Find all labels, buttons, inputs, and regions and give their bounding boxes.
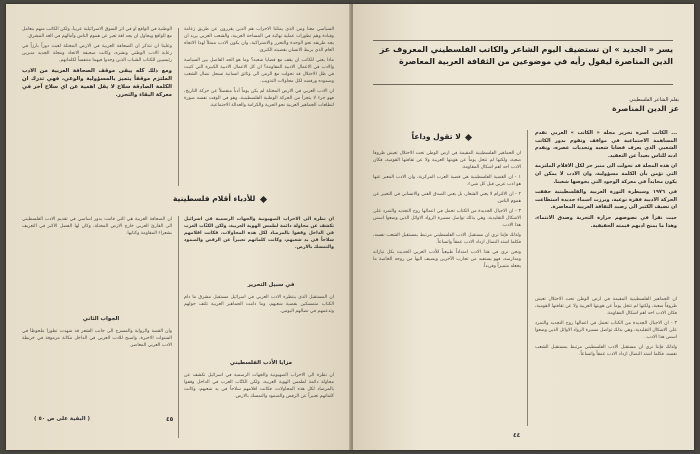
left-page [6,4,351,450]
section-heading: للأدباء أقلام فلسطينية [156,194,286,203]
paragraph: ٣ - ان الاجيال الجديدة من الكتاب تحمل في اعمالها روح التجديد والتمرد على الاشكال التقليدية، وهي بذلك تواصل مسيرة الرواد الاوائل الذين وضعوا اسس هذا الادب. [373,209,521,228]
paragraph: حيث نقرأ في نصوصهم حرارة التجربة وصدق الانتماء، وهذا ما يمنح ادبهم قيمته الحقيقية. [535,214,677,229]
right-page-left-column [373,150,521,426]
continued-note: ( البقية على ص ٥٠ ) [34,416,91,422]
paragraph: ان الجماهير الفلسطينية المقيمة في ارض الوطن تحت الاحتلال تعيش ظروفاً صعبة، ولكنها لم تتخل يوماً عن هويتها العربية ولا عن ثقافتها القومية، فكان الادب احد اهم اشكال المقاومة. [373,151,521,170]
byline-name: عز الدين المناصرة [612,104,679,113]
paragraph: وعلينا ان نتذكر ان الصحافة العربية في الارض المحتلة لعبت دوراً بارزاً في رعاية الادب الوطني ونشره، وكانت صحيفة الاتحاد ومجلة الجديد منبرين رئيسيين للكتاب الشباب الذين وجدوا فيهما متنفساً لكلماتهم. [22,44,172,63]
section-heading: لا تقول وداعاً [383,132,503,141]
paragraph: ونحن نرى في هذا الادب امتداداً طبيعياً للأدب العربي الحديث بكل تياراته ومدارسه، فهو يستفيد من تجارب الآخرين ويضيف اليها من روحه الخاصة ما يجعله متميزاً وفريداً. [373,250,521,269]
paragraph: ان الصحافة العربية هي التي قامت بدور اساسي في تقديم الادب الفلسطيني الى القارئ العربي خارج الارض المحتلة، وكان لها الفضل الاكبر في التعريف بشعراء المقاومة وكتابها. [22,217,172,236]
left-page-bottom-right-column [184,372,334,434]
paragraph: وان القصة والرواية والمسرح الى جانب الشعر قد شهدت تطوراً ملحوظاً في السنوات الاخيرة، واصبح للادب العربي في الداخل مكانة مرموقة في خريطة الادب العربي المعاصر. [22,329,172,348]
article-title: يسر « الجديد » ان تستضيف اليوم الشاعر والكاتب الفلسطيني المعروف عز الدين المناصرة ليقول رأيه في موضوعين من الثقافة العربية المعاصرة [379,45,673,66]
left-page-top-right-column [184,26,334,186]
paragraph: ٢ - ان الالتزام لا يعني الشعار، بل يعني الصدق الفني والانساني في التعبير عن هموم الناس. [373,192,521,204]
left-page-lower-right-column [184,294,334,352]
paragraph: ومع ذلك كله يبقى موقف الصحافة العربية من الادب الملتزم موقفاً يتميز بالمسؤولية والوعي، فهي تدرك ان الكلمة الصادقة سلاح لا يقل اهمية عن اي سلاح آخر في معركة البقاء والتحرر. [22,68,172,98]
magazine-spread [6,4,694,450]
author-byline [549,96,679,114]
left-page-top-left-column [22,26,172,186]
left-page-mid-right-column [184,216,334,278]
right-page [353,4,694,450]
paragraph: ان هذه المجلة قد تحولت الى منبر حر لكل الاقلام الملتزمة التي تؤمن بأن الكلمة مسؤولية، وان الادب لا يمكن ان يكون محايداً في معركة الوجود التي يخوضها شعبنا. [535,163,677,185]
paragraph: ان المستقبل الذي ينتظره الادب العربي في اسرائيل مستقبل مشرق ما دام الكتاب متمسكين بقضية شعبهم، وما دامت الجماهير العربية تلتف حولهم وتدعمهم في نضالهم اليومي. [184,295,334,314]
right-page-right-column [535,130,677,290]
title-rule-bottom [373,84,673,85]
sub-heading-left: الجواب الثاني [82,316,120,322]
page-number: ٤٤ [513,432,521,439]
paragraph: ٣ - ان الاجيال الجديدة من الكتاب تحمل في اعمالها روح التجديد والتمرد على الاشكال التقليدية، وهي بذلك تواصل مسيرة الرواد الاوائل الذين وضعوا اسس هذا الادب. [535,321,677,340]
diamond-ornament-icon [465,133,472,140]
byline-label: بقلم الشاعر الفلسطيني [629,97,679,103]
paragraph: ماذا يعني للكاتب ان يقف مع قضايا شعبه؟ وما هو الحد الفاصل بين السياسة والادب في الاعمال الادبية المقاومة؟ ان كل الاعمال الادبية الكبيرة التي كتبت في ظل الاحتلال قد تحولت مع الزمن الى وثائق انسانية تسجل نضال الشعب وصموده ورفضه لكل محاولات التذويب. [184,58,334,84]
diamond-ornament-icon [260,195,267,202]
paragraph: الوطنية في الواقع او في اثر السوق الاسرائيلية عربياً، ولكن الكاتب منهم يتعامل مع الواقع ويحاول ان يجد لغة تعبر عن هموم الناس وآمالهم في الغد المشرق. [22,27,172,39]
paragraph: ١ - ان القضية الفلسطينية هي قضية العرب المركزية، وان الادب المعبر عنها هو ادب عربي قبل كل شيء. [373,175,521,187]
column-divider [178,28,179,186]
column-divider [178,216,179,438]
sub-heading-bottom: مزايا الأدب الفلسطيني [229,360,293,366]
paragraph: ولذلك فإننا نرى ان مستقبل الادب الفلسطيني مرتبط بمستقبل الشعب نفسه، فكلما اشتد النضال ازداد الادب عمقاً واتساعاً. [373,233,521,245]
left-page-lower-left-column [22,328,172,410]
page-number: ٤٥ [166,416,174,423]
right-page-bottom-right-column [535,296,677,426]
paragraph: ان الجماهير الفلسطينية المقيمة في ارض الوطن تحت الاحتلال تعيش ظروفاً صعبة، ولكنها لم تتخل يوماً عن هويتها العربية ولا عن ثقافتها القومية، فكان الادب احد اهم اشكال المقاومة. [535,297,677,316]
paragraph: ان الادب العربي في الارض المحتلة لم يكن يوماً أدباً منفصلاً عن حركة التاريخ، فهو جزء لا يتجزأ من الحركة الوطنية الفلسطينية، وهو في الوقت نفسه صورة لتطلعات الجماهير العربية نحو الحرية والكرامة والعدالة الاجتماعية. [184,89,334,108]
paragraph: ولذلك فإننا نرى ان مستقبل الادب الفلسطيني مرتبط بمستقبل الشعب نفسه، فكلما اشتد النضال ازداد الادب عمقاً واتساعاً. [535,345,677,357]
paragraph: ... الكاتب اسرة تحرير مجلة « الكاتب » العربي تقدم المساهمة الاجتماعية في مواقف وتقوم بدور الكاتب الشعبي الذي يعرف قضايا شعبه وتحديات عصره، ويقدم ادبه للناس بعيداً عن التعقيد. [535,130,677,159]
title-rule-top [373,40,673,41]
left-page-mid-left-column [22,216,172,308]
sub-heading-right: في سبيل التحرير [247,282,295,288]
paragraph: في ١٩٧٦ وسيطرة الثورة العربية والفلسطينية حققت الحركة الادبية قفزة نوعية، وبرزت اسماء جديدة استطاعت ان تضيف الكثير الى رصيد الثقافة العربية المعاصرة. [535,189,677,211]
paragraph: ان نظرة الى الاحزاب الصهيونية والجهات الرسمية في اسرائيل تكشف عن محاولة دائمة لطمس الهوية العربية، ولكن الكتّاب العرب في الداخل وقفوا بالمرصاد لكل هذه المحاولات، فكانت اقلامهم سلاحاً في يد شعبهم، وكانت كلماتهم تعبيراً عن الرفض والصمود والتمسك بالارض. [184,373,334,399]
paragraph: ان نظرة الى الاحزاب الصهيونية والجهات الرسمية في اسرائيل تكشف عن محاولة دائمة لطمس الهوية العربية، ولكن الكتّاب العرب في الداخل وقفوا بالمرصاد لكل هذه المحاولات، فكانت اقلامهم سلاحاً في يد شعبهم، وكانت كلماتهم تعبيراً عن الرفض والصمود والتمسك بالارض. [184,217,334,250]
paragraph: السياسي معنا ومن الذي يمثلنا الاحزاب هم الذين يقررون عن طريق زعامة وقيادة وهم تطورات عملية نهائية في المساحة العربية، والشعب العربي يريد ان يجد طريقه نحو الوحدة والتحرر والاشتراكية، وان يكون الادب ممثلاً لهذا الاتجاه العام الذي يربط الانسان بقضيته الكبرى. [184,27,334,53]
column-divider [527,130,528,426]
